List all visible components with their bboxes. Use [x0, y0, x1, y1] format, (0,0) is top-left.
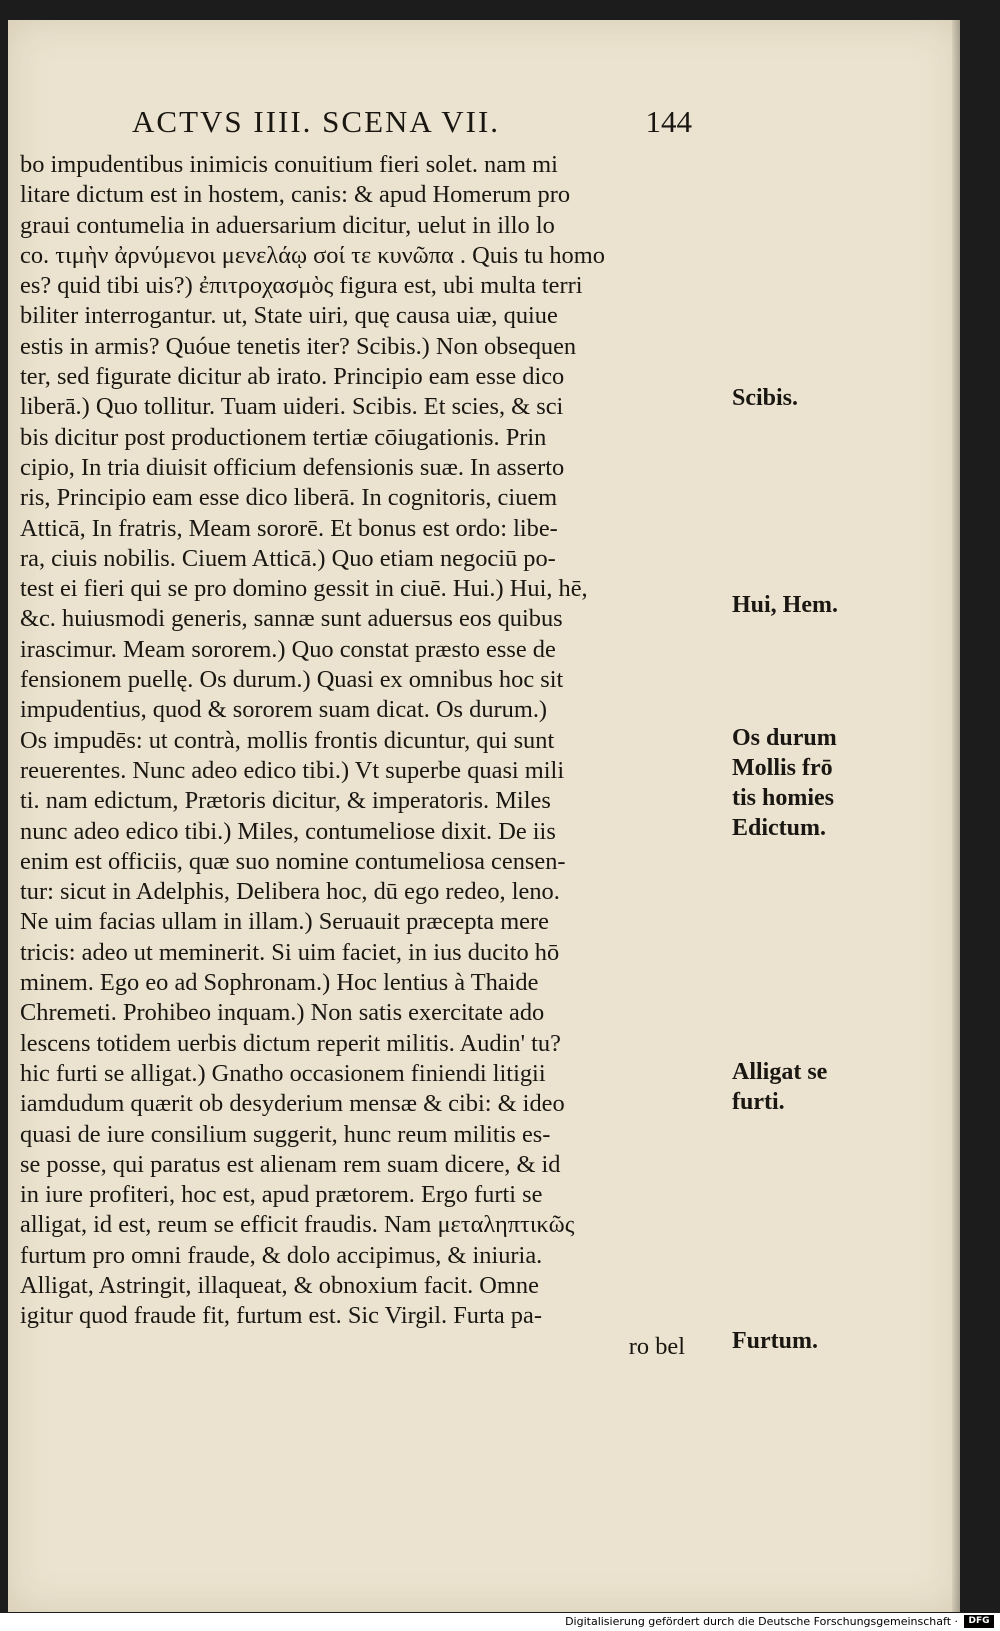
text-line: co. τιμὴν ἀρνύμενοι μενελάῳ σοί τε κυνῶπα . Quis tu homo: [20, 241, 605, 269]
text-line: ris, Principio eam esse dico liberā. In cognitoris, ciuem: [20, 484, 558, 512]
text-line: Alligat, Astringit, illaqueat, & obnoxium facit. Omne: [20, 1271, 539, 1299]
margin-note: Hui, Hem.: [732, 592, 838, 618]
text-line: ti. nam edictum, Prætoris dicitur, & imperatoris. Miles: [20, 787, 551, 815]
text-line: Chremeti. Prohibeo inquam.) Non satis exercitate ado: [20, 999, 545, 1027]
text-line: se posse, qui paratus est alienam rem suam dicere, & id: [20, 1150, 561, 1178]
margin-note: tis homies: [732, 785, 834, 811]
text-line: ter, sed figurate dicitur ab irato. Principio eam esse dico: [20, 363, 565, 391]
text-line: alligat, id est, reum se efficit fraudis. Nam μεταληπτικῶς: [20, 1211, 575, 1239]
text-line: litare dictum est in hostem, canis: & apud Homerum pro: [20, 181, 571, 209]
dfg-logo: DFG: [964, 1615, 994, 1628]
footer-bar: [0, 1613, 1000, 1631]
text-line: ra, ciuis nobilis. Ciuem Atticā.) Quo etiam negociū po-: [20, 544, 556, 572]
text-line: &c. huiusmodi generis, sannæ sunt aduersus eos quibus: [20, 605, 563, 633]
text-line: nunc adeo edico tibi.) Miles, contumeliose dixit. De iis: [20, 817, 556, 845]
text-line: Os impudēs: ut contrà, mollis frontis dicuntur, qui sunt: [20, 726, 555, 754]
text-line: bis dicitur post productionem tertiæ cōiugationis. Prin: [20, 423, 547, 451]
text-line: Ne uim facias ullam in illam.) Seruauit præcepta mere: [20, 908, 549, 936]
text-line: tur: sicut in Adelphis, Delibera hoc, dū ego redeo, leno.: [20, 878, 560, 906]
text-line: quasi de iure consilium suggerit, hunc reum militis es-: [20, 1120, 551, 1148]
text-line: lescens totidem uerbis dictum reperit militis. Audin' tu?: [20, 1029, 561, 1057]
margin-note: Furtum.: [732, 1328, 818, 1354]
funding-credit: Digitalisierung gefördert durch die Deutsche Forschungsgemeinschaft ·: [565, 1615, 958, 1628]
text-line: biliter interrogantur. ut, State uiri, quę causa uiæ, quiue: [20, 302, 558, 330]
text-line: furtum pro omni fraude, & dolo accipimus, & iniuria.: [20, 1241, 543, 1269]
text-line: liberā.) Quo tollitur. Tuam uideri. Scibis. Et scies, & sci: [20, 393, 564, 421]
page-number: 144: [645, 104, 692, 139]
text-line: iamdudum quærit ob desyderium mensæ & cibi: & ideo: [20, 1090, 565, 1118]
text-line: es? quid tibi uis?) ἐπιτροχασμὸς figura est, ubi multa terri: [20, 272, 583, 300]
page-edge: [952, 20, 960, 1612]
text-line: igitur quod fraude fit, furtum est. Sic Virgil. Furta pa-: [20, 1302, 542, 1330]
margin-note: Scibis.: [732, 385, 799, 411]
text-line: in iure profiteri, hoc est, apud prætorem. Ergo furti se: [20, 1181, 543, 1209]
text-line: impudentius, quod & sororem suam dicat. Os durum.): [20, 696, 548, 724]
text-line: reuerentes. Nunc adeo edico tibi.) Vt superbe quasi mili: [20, 756, 565, 784]
text-line: tricis: adeo ut meminerit. Si uim faciet, in ius ducito hō: [20, 938, 560, 966]
text-line: irascimur. Meam sororem.) Quo constat præsto esse de: [20, 635, 556, 663]
text-line: cipio, In tria diuisit officium defensionis suæ. In asserto: [20, 453, 565, 481]
text-line: graui contumelia in aduersarium dicitur, uelut in illo lo: [20, 211, 555, 239]
text-line: bo impudentibus inimicis conuitium fieri solet. nam mi: [20, 151, 558, 178]
running-header: [132, 104, 692, 146]
text-line: hic furti se alligat.) Gnatho occasionem finiendi litigii: [20, 1059, 546, 1087]
text-line: test ei fieri qui se pro domino gessit in ciuē. Hui.) Hui, hē,: [20, 575, 588, 603]
running-title: ACTVS IIII. SCENA VII.: [132, 104, 501, 139]
commentary-text: [20, 150, 720, 1362]
margin-note: Mollis frō: [732, 755, 833, 781]
text-line: Atticā, In fratris, Meam sororē. Et bonus est ordo: libe-: [20, 514, 558, 542]
margin-note: Alligat se: [732, 1059, 828, 1085]
text-line: minem. Ego eo ad Sophronam.) Hoc lentius à Thaide: [20, 969, 539, 997]
margin-note: furti.: [732, 1089, 785, 1115]
margin-note: Os durum: [732, 725, 837, 751]
text-line: estis in armis? Quóue tenetis iter? Scibis.) Non obsequen: [20, 332, 577, 360]
catchword-line: ro bel: [628, 1332, 685, 1360]
text-line: enim est officiis, quæ suo nomine contumeliosa censen-: [20, 847, 566, 875]
text-line: fensionem puellę. Os durum.) Quasi ex omnibus hoc sit: [20, 666, 564, 694]
margin-note: Edictum.: [732, 815, 827, 841]
